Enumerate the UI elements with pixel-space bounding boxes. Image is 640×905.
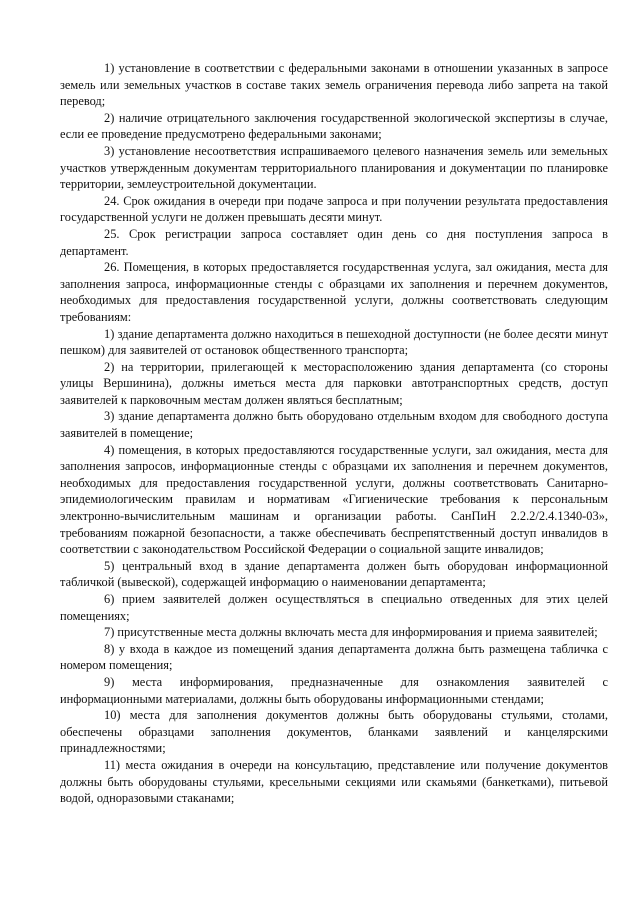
paragraph: 9) места информирования, предназначенные для ознакомления заявителей с информационными материалами, должны быть оборудованы информационными стендами; xyxy=(60,674,608,706)
paragraph: 7) присутственные места должны включать места для информирования и приема заявителей; xyxy=(104,625,598,640)
paragraph: 1) установление в соответствии с федеральными законами в отношении указанных в запросе земель или земельных участков в составе таких земель ограничения перевода либо запрета на такой перевод; xyxy=(60,61,608,109)
paragraph: 2) наличие отрицательного заключения государственной экологической экспертизы в случае, если ее проведение предусмотрено федеральными законами; xyxy=(60,110,608,142)
paragraph: 5) центральный вход в здание департамента должен быть оборудован информационной табличкой (вывеской), содержащей информацию о наименовании департамента; xyxy=(60,558,608,590)
paragraph: 2) на территории, прилегающей к месторасположению здания департамента (со стороны улицы Вершинина), должны иметься места для парковки автотранспортных средств, доступ заявителей к парковочным местам должен являться бесплатным; xyxy=(60,359,608,407)
paragraph: 6) прием заявителей должен осуществляться в специально отведенных для этих целей помещениях; xyxy=(60,592,608,623)
paragraph: 3) установление несоответствия испрашиваемого целевого назначения земель или земельных участков утвержденным документам территориального планирования и документации по планировке территории, землеустроительной документации. xyxy=(60,143,608,192)
paragraph: 26. Помещения, в которых предоставляется государственная услуга, зал ожидания, места для заполнения запроса, информационные стенды с образцами их заполнения и перечнем документов, необходимых для предоставления государственной услуги, должны соответствовать следующим требованиям: xyxy=(60,260,608,324)
paragraph: 8) у входа в каждое из помещений здания департамента должна быть размещена табличка с номером помещения; xyxy=(60,641,608,673)
paragraph: 4) помещения, в которых предоставляются государственные услуги, зал ожидания, места для заполнения запросов, информационные стенды с образцами их заполнения и перечнем документов, необходимых для предоставления государственной услуги, должны соответствовать Санитарно-эпидемиологическим правилам и нормативам «Гигиенические требования к персональным электронно-вычислительным машинам и организации работы. СанПиН 2.2.2/2.4.1340-03», требованиям пожарной безопасности, а также обеспечивать беспрепятственный доступ инвалидов в соответствии с законодательством Российской Федерации о социальной защите инвалидов; xyxy=(60,442,608,557)
paragraph: 3) здание департамента должно быть оборудовано отдельным входом для свободного доступа заявителей в помещение; xyxy=(60,409,608,441)
paragraph: 10) места для заполнения документов должны быть оборудованы стульями, столами, обеспечены образцами заполнения документов, бланками заявлений и канцелярскими принадлежностями; xyxy=(60,708,608,756)
paragraph: 25. Срок регистрации запроса составляет один день со дня поступления запроса в департамент. xyxy=(60,226,608,258)
paragraph: 1) здание департамента должно находиться в пешеходной доступности (не более десяти минут пешком) для заявителей от остановок общественного транспорта; xyxy=(60,326,608,358)
paragraph: 24. Срок ожидания в очереди при подаче запроса и при получении результата предоставления государственной услуги не должен превышать десяти минут. xyxy=(60,193,608,225)
paragraph: 11) места ожидания в очереди на консультацию, представление или получение документов должны быть оборудованы стульями, кресельными секциями или скамьями (банкетками), питьевой водой, одноразовыми стаканами; xyxy=(60,757,608,806)
